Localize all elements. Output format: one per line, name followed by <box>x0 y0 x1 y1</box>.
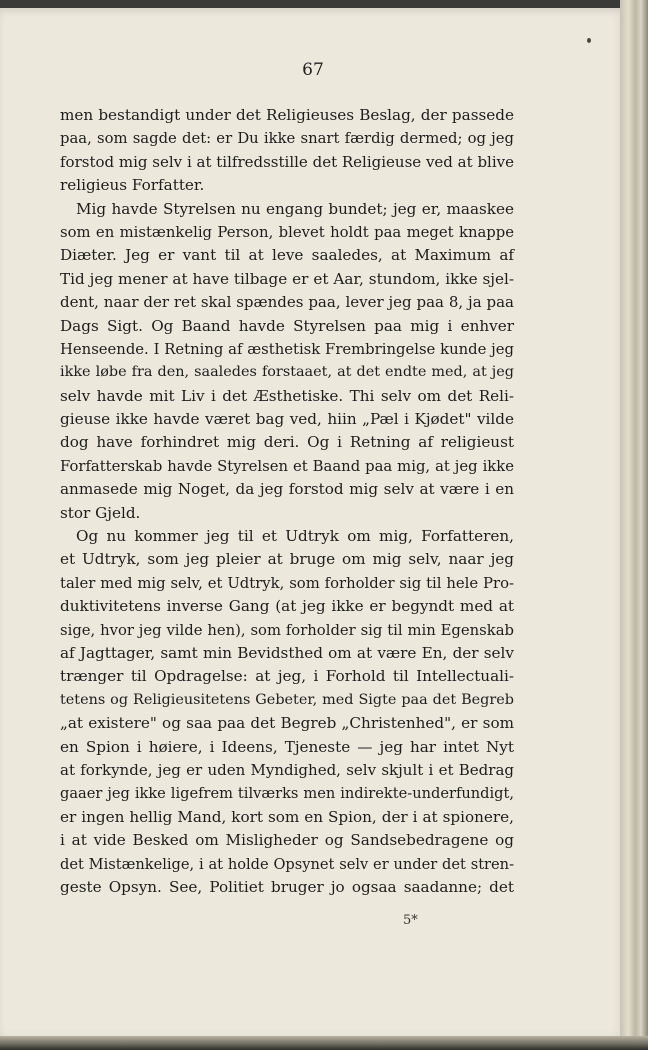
text-line: trænger til Opdragelse: at jeg, i Forhold til Intellectuali- <box>60 667 514 686</box>
text-line: af Jagttager, samt min Bevidsthed om at være En, der selv <box>60 643 514 662</box>
text-line: gaaer jeg ikke ligefrem tilværks men indirekte-underfundigt, <box>60 785 514 803</box>
text-line: Dags Sigt. Og Baand havde Styrelsen paa mig i enhver <box>60 316 514 335</box>
paper-speck <box>587 38 591 43</box>
text-line: geste Opsyn. See, Politiet bruger jo ogsaa saadanne; det <box>60 877 514 896</box>
text-line: Tid jeg mener at have tilbage er et Aar, stundom, ikke sjel- <box>60 269 514 288</box>
text-line: anmasede mig Noget, da jeg forstod mig selv at være i en <box>60 480 514 499</box>
text-line: Mig havde Styrelsen nu engang bundet; jeg er, maaskee <box>76 199 514 218</box>
text-line: er ingen hellig Mand, kort som en Spion, der i at spionere, <box>60 807 514 826</box>
text-line: tetens og Religieusitetens Gebeter, med Sigte paa det Begreb <box>60 691 514 708</box>
text-line: taler med mig selv, et Udtryk, som forholder sig til hele Pro- <box>60 574 514 592</box>
text-line: dent, naar der ret skal spændes paa, lever jeg paa 8, ja paa <box>60 293 514 312</box>
text-line: religieus Forfatter. <box>60 176 205 195</box>
text-line: stor Gjeld. <box>60 503 141 522</box>
text-line: som en mistænkelig Person, blevet holdt paa meget knappe <box>60 223 514 241</box>
text-line: gieuse ikke havde været bag ved, hiin „Pæl i Kjødet" vilde <box>60 410 514 429</box>
text-line: det Mistænkelige, i at holde Opsynet selv er under det stren- <box>60 855 514 873</box>
text-line: paa, som sagde det: er Du ikke snart færdig dermed; og jeg <box>60 130 514 148</box>
text-line: sige, hvor jeg vilde hen), som forholder sig til min Egenskab <box>60 621 514 639</box>
signature-mark: 5* <box>403 913 418 928</box>
body-text <box>60 104 514 899</box>
text-line: selv havde mit Liv i det Æsthetiske. Thi selv om det Reli- <box>60 386 514 405</box>
text-line: duktivitetens inverse Gang (at jeg ikke er begyndt med at <box>60 597 514 616</box>
text-line: et Udtryk, som jeg pleier at bruge om mig selv, naar jeg <box>60 550 514 569</box>
text-line: i at vide Besked om Misligheder og Sandsebedragene og <box>60 831 514 850</box>
text-line: at forkynde, jeg er uden Myndighed, selv skjult i et Bedrag <box>60 760 514 779</box>
bottom-edge <box>0 1036 648 1050</box>
text-line: en Spion i høiere, i Ideens, Tjeneste — jeg har intet Nyt <box>60 737 514 756</box>
text-line: Diæter. Jeg er vant til at leve saaledes, at Maximum af <box>60 246 514 265</box>
text-line: men bestandigt under det Religieuses Beslag, der passede <box>60 106 514 124</box>
text-line: „at existere" og saa paa det Begreb „Christenhed", er som <box>60 714 514 733</box>
text-line: Henseende. I Retning af æsthetisk Frembringelse kunde jeg <box>60 340 514 358</box>
text-line: Forfatterskab havde Styrelsen et Baand paa mig, at jeg ikke <box>60 457 514 475</box>
text-line: Og nu kommer jeg til et Udtryk om mig, Forfatteren, <box>76 527 514 546</box>
page-number: 67 <box>302 60 324 80</box>
text-line: forstod mig selv i at tilfredsstille det Religieuse ved at blive <box>60 152 514 171</box>
text-line: ikke løbe fra den, saaledes forstaaet, at det endte med, at jeg <box>60 364 514 381</box>
page-edges <box>620 0 648 1050</box>
text-line: dog have forhindret mig deri. Og i Retning af religieust <box>60 433 514 452</box>
